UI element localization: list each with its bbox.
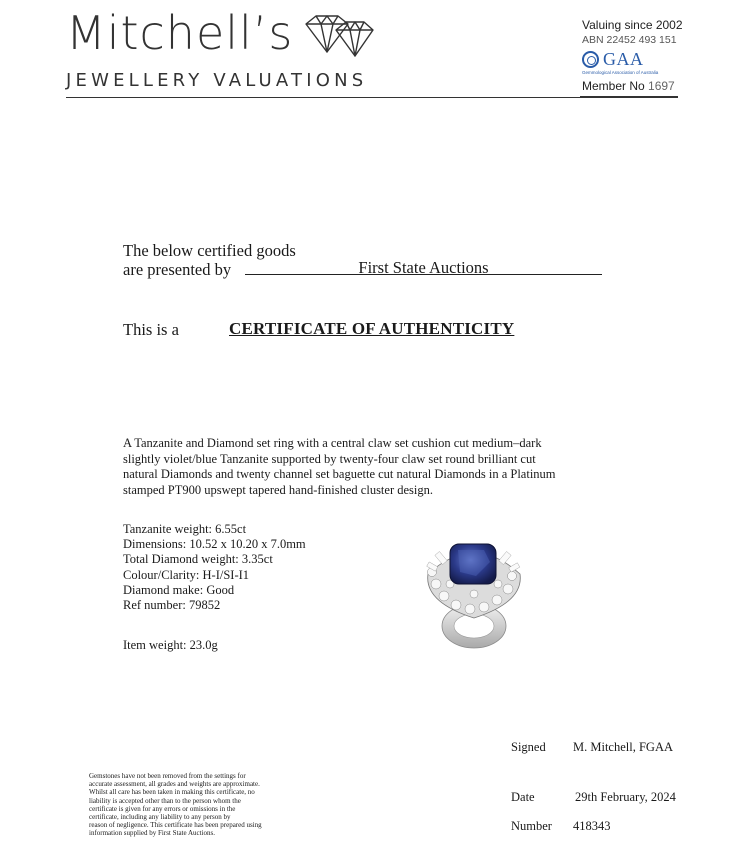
description-line: stamped PT900 upswept tapered hand-finished cluster design.: [123, 482, 433, 497]
certificate-prefix: This is a: [123, 320, 179, 339]
presenter-underline: [245, 274, 602, 275]
spec-ref-number: Ref number: 79852: [123, 598, 221, 613]
description-line: A Tanzanite and Diamond set ring with a central claw set cushion cut medium–dark: [123, 436, 542, 450]
disclaimer: [89, 772, 304, 838]
disclaimer-line: reason of negligence. This certificate has been prepared using: [89, 821, 262, 830]
spec-diamond-weight: Total Diamond weight: 3.35ct: [123, 552, 273, 567]
item-description: [123, 436, 623, 498]
disclaimer-line: certificate is given for any errors or omissions in the: [89, 804, 236, 813]
presenter-name: First State Auctions: [358, 258, 489, 277]
disclaimer-line: accurate assessment, all grades and weights are approximate.: [89, 780, 260, 789]
signed-label: Signed: [511, 740, 546, 754]
spec-dimensions: Dimensions: 10.52 x 10.20 x 7.0mm: [123, 537, 306, 552]
certificate-number: 418343: [573, 819, 611, 833]
accreditation-block: [582, 18, 683, 93]
tagline: JEWELLERY VALUATIONS: [66, 70, 368, 91]
disclaimer-line: Whilst all care has been taken in making this certificate, no: [89, 788, 255, 797]
spec-colour-clarity: Colour/Clarity: H-I/SI-I1: [123, 567, 250, 582]
number-label: Number: [511, 819, 552, 833]
header-divider: [66, 97, 678, 98]
date-label: Date: [511, 790, 535, 804]
certificate-title: CERTIFICATE OF AUTHENTICITY: [229, 319, 515, 338]
valuing-since: Valuing since 2002: [582, 18, 683, 32]
ring-photo: [414, 518, 534, 652]
description-line: natural Diamonds and twenty channel set baguette cut natural Diamonds in a Platinum: [123, 467, 556, 481]
gaa-logo: [582, 49, 683, 70]
diamond-icon: [300, 12, 378, 60]
description-line: slightly violet/blue Tanzanite supported by twenty-four claw set round brilliant cut: [123, 451, 536, 466]
signed-value: M. Mitchell, FGAA: [573, 740, 673, 754]
member-label: Member No: [582, 79, 645, 93]
intro-line-1: The below certified goods: [123, 241, 296, 260]
disclaimer-line: liability is accepted other than to the person whom the: [89, 796, 241, 805]
abn-number: ABN 22452 493 151: [582, 34, 677, 46]
disclaimer-line: Gemstones have not been removed from the settings for: [89, 772, 246, 780]
date-value: 29th February, 2024: [575, 790, 676, 804]
spec-diamond-make: Diamond make: Good: [123, 582, 235, 597]
disclaimer-line: information supplied by First State Auctions.: [89, 829, 215, 838]
gaa-seal-icon: [582, 51, 599, 68]
member-number-value: 1697: [648, 79, 675, 93]
item-weight: Item weight: 23.0g: [123, 638, 218, 652]
gaa-subtitle: Gemmological Association of Australia: [582, 70, 659, 75]
spec-tanzanite-weight: Tanzanite weight: 6.55ct: [123, 522, 247, 536]
member-number: [582, 79, 683, 93]
member-underline: [580, 96, 678, 97]
spec-list: [123, 522, 306, 613]
intro-line-2: are presented by: [123, 260, 232, 279]
gaa-logo-text: GAA: [603, 49, 644, 69]
disclaimer-line: certificate, including any liability to any person by: [89, 813, 231, 822]
brand-name: Mitchell’s: [66, 6, 294, 60]
